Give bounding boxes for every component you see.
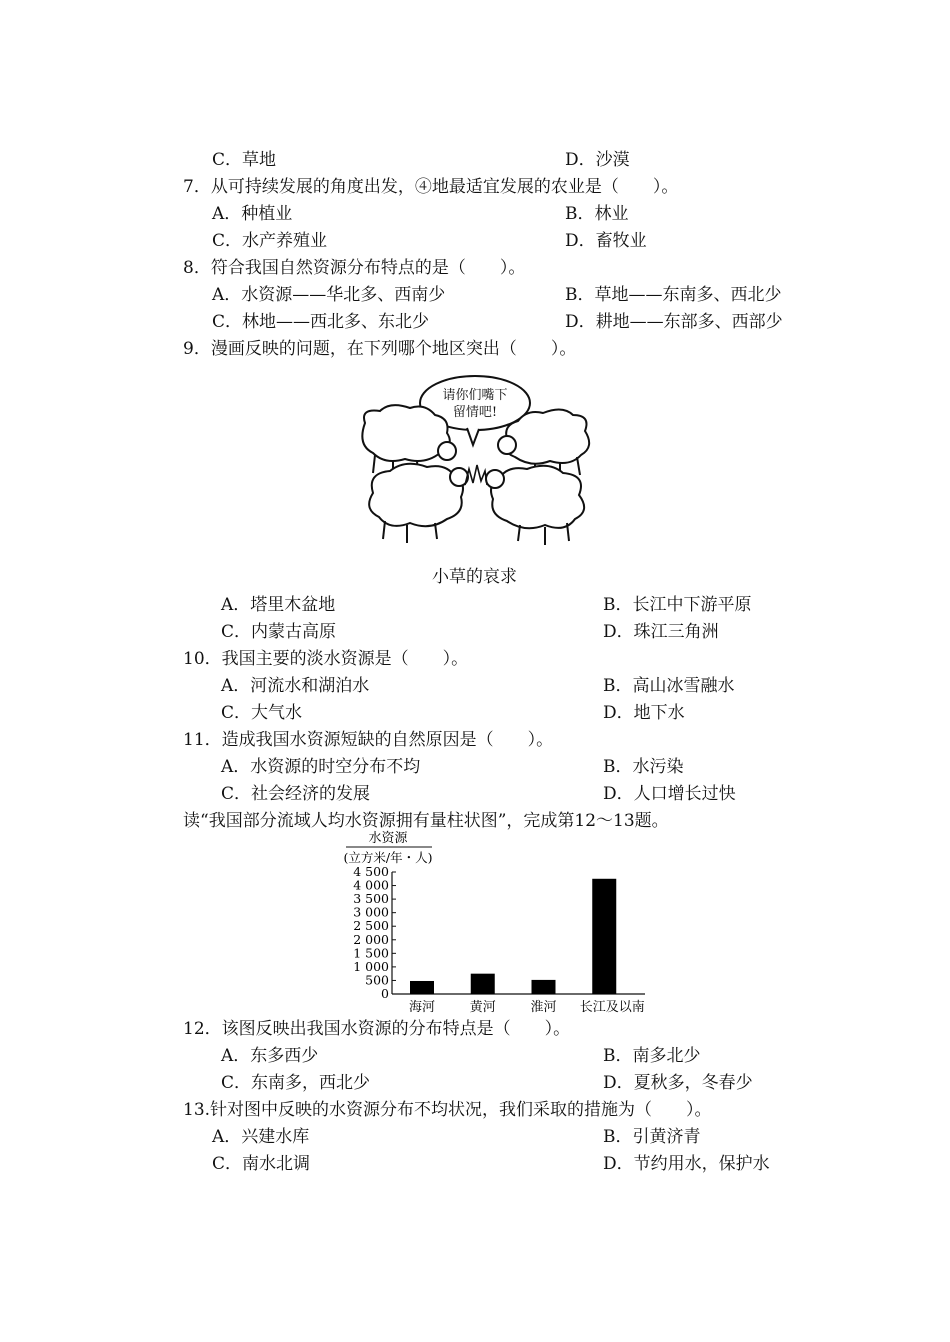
chart-intro: 读“我国部分流域人均水资源拥有量柱状图”，完成第12～13题。 [183, 811, 669, 831]
q10-option-a: A．河流水和湖泊水 [221, 676, 370, 696]
bar-4 [592, 879, 616, 994]
bar-2 [471, 974, 495, 994]
q12-option-c: C．东南多，西北少 [221, 1073, 371, 1093]
q7-option-a: A．种植业 [212, 204, 293, 224]
q7-stem: 7．从可持续发展的角度出发，④地最适宜发展的农业是（ ）。 [183, 177, 679, 197]
x-category-label: 长江及以南 [579, 1000, 645, 1015]
y-tick-label: 500 [365, 972, 389, 988]
q9-option-b: B．长江中下游平原 [603, 595, 752, 615]
bubble-text-line1: 请你们嘴下 [442, 388, 508, 403]
q10-option-d: D．地下水 [603, 703, 685, 723]
sheep-cartoon-illustration [355, 373, 595, 553]
sheep-bottom-left [369, 464, 468, 543]
q8-option-c: C．林地——西北多、东北少 [212, 312, 430, 332]
q8-stem: 8．符合我国自然资源分布特点的是（ ）。 [183, 258, 526, 278]
q13-stem: 13.针对图中反映的水资源分布不均状况，我们采取的措施为（ ）。 [183, 1100, 712, 1120]
q7-option-c: C．水产养殖业 [212, 231, 328, 251]
q12-option-d: D．夏秋多，冬春少 [603, 1073, 753, 1093]
q6-option-d: D．沙漠 [565, 150, 630, 170]
bar-1 [410, 981, 434, 994]
bubble-text-line2: 留情吧! [452, 405, 498, 420]
q13-option-b: B．引黄济青 [603, 1127, 701, 1147]
q11-option-b: B．水污染 [603, 757, 684, 777]
y-tick-label: 1 000 [353, 958, 389, 974]
q10-option-c: C．大气水 [221, 703, 303, 723]
q13-option-a: A．兴建水库 [212, 1127, 310, 1147]
q11-option-c: C．社会经济的发展 [221, 784, 371, 804]
q9-option-a: A．塔里木盆地 [221, 595, 336, 615]
q7-option-b: B．林业 [565, 204, 629, 224]
bar-3 [532, 980, 556, 994]
y-tick-label: 0 [381, 986, 389, 1001]
q11-option-d: D．人口增长过快 [603, 784, 736, 804]
q9-option-c: C．内蒙古高原 [221, 622, 337, 642]
x-category-label: 淮河 [530, 1000, 557, 1015]
q11-stem: 11．造成我国水资源短缺的自然原因是（ ）。 [183, 730, 554, 750]
chart-y-ticks [353, 864, 396, 1001]
q12-option-b: B．南多北少 [603, 1046, 701, 1066]
q8-option-d: D．耕地——东部多、西部少 [565, 312, 783, 332]
q13-option-d: D．节约用水，保护水 [603, 1154, 770, 1174]
y-tick-label: 2 500 [353, 918, 389, 934]
q13-option-c: C．南水北调 [212, 1154, 311, 1174]
y-tick-label: 2 000 [353, 931, 389, 947]
y-tick-label: 1 500 [353, 945, 389, 961]
sheep-bottom-right [486, 466, 584, 545]
q8-option-b: B．草地——东南多、西北少 [565, 285, 782, 305]
chart-bars [410, 879, 616, 994]
y-tick-label: 4 500 [353, 864, 389, 879]
q7-option-d: D．畜牧业 [565, 231, 647, 251]
q9-option-d: D．珠江三角洲 [603, 622, 719, 642]
grass-tuft [465, 465, 487, 485]
q10-option-b: B．高山冰雪融水 [603, 676, 735, 696]
chart-ylabel-line1: 水资源 [368, 831, 408, 846]
q8-option-a: A．水资源——华北多、西南少 [212, 285, 446, 305]
q12-option-a: A．东多西少 [221, 1046, 319, 1066]
x-category-label: 黄河 [469, 1000, 496, 1015]
q6-option-c: C．草地 [212, 150, 277, 170]
y-tick-label: 4 000 [353, 877, 389, 893]
x-category-label: 海河 [408, 1000, 436, 1015]
q11-option-a: A．水资源的时空分布不均 [221, 757, 421, 777]
y-tick-label: 3 500 [353, 891, 389, 907]
water-resource-bar-chart [340, 828, 650, 1018]
q12-stem: 12．该图反映出我国水资源的分布特点是（ ）。 [183, 1019, 571, 1039]
chart-ylabel-line2: (立方米/年・人) [343, 850, 433, 865]
chart-x-labels [409, 999, 645, 1015]
q9-stem: 9．漫画反映的问题，在下列哪个地区突出（ ）。 [183, 339, 577, 359]
q10-stem: 10．我国主要的淡水资源是（ ）。 [183, 649, 469, 669]
y-tick-label: 3 000 [353, 904, 389, 920]
cartoon-caption: 小草的哀求 [432, 567, 517, 587]
speech-bubble-tail [467, 428, 479, 445]
